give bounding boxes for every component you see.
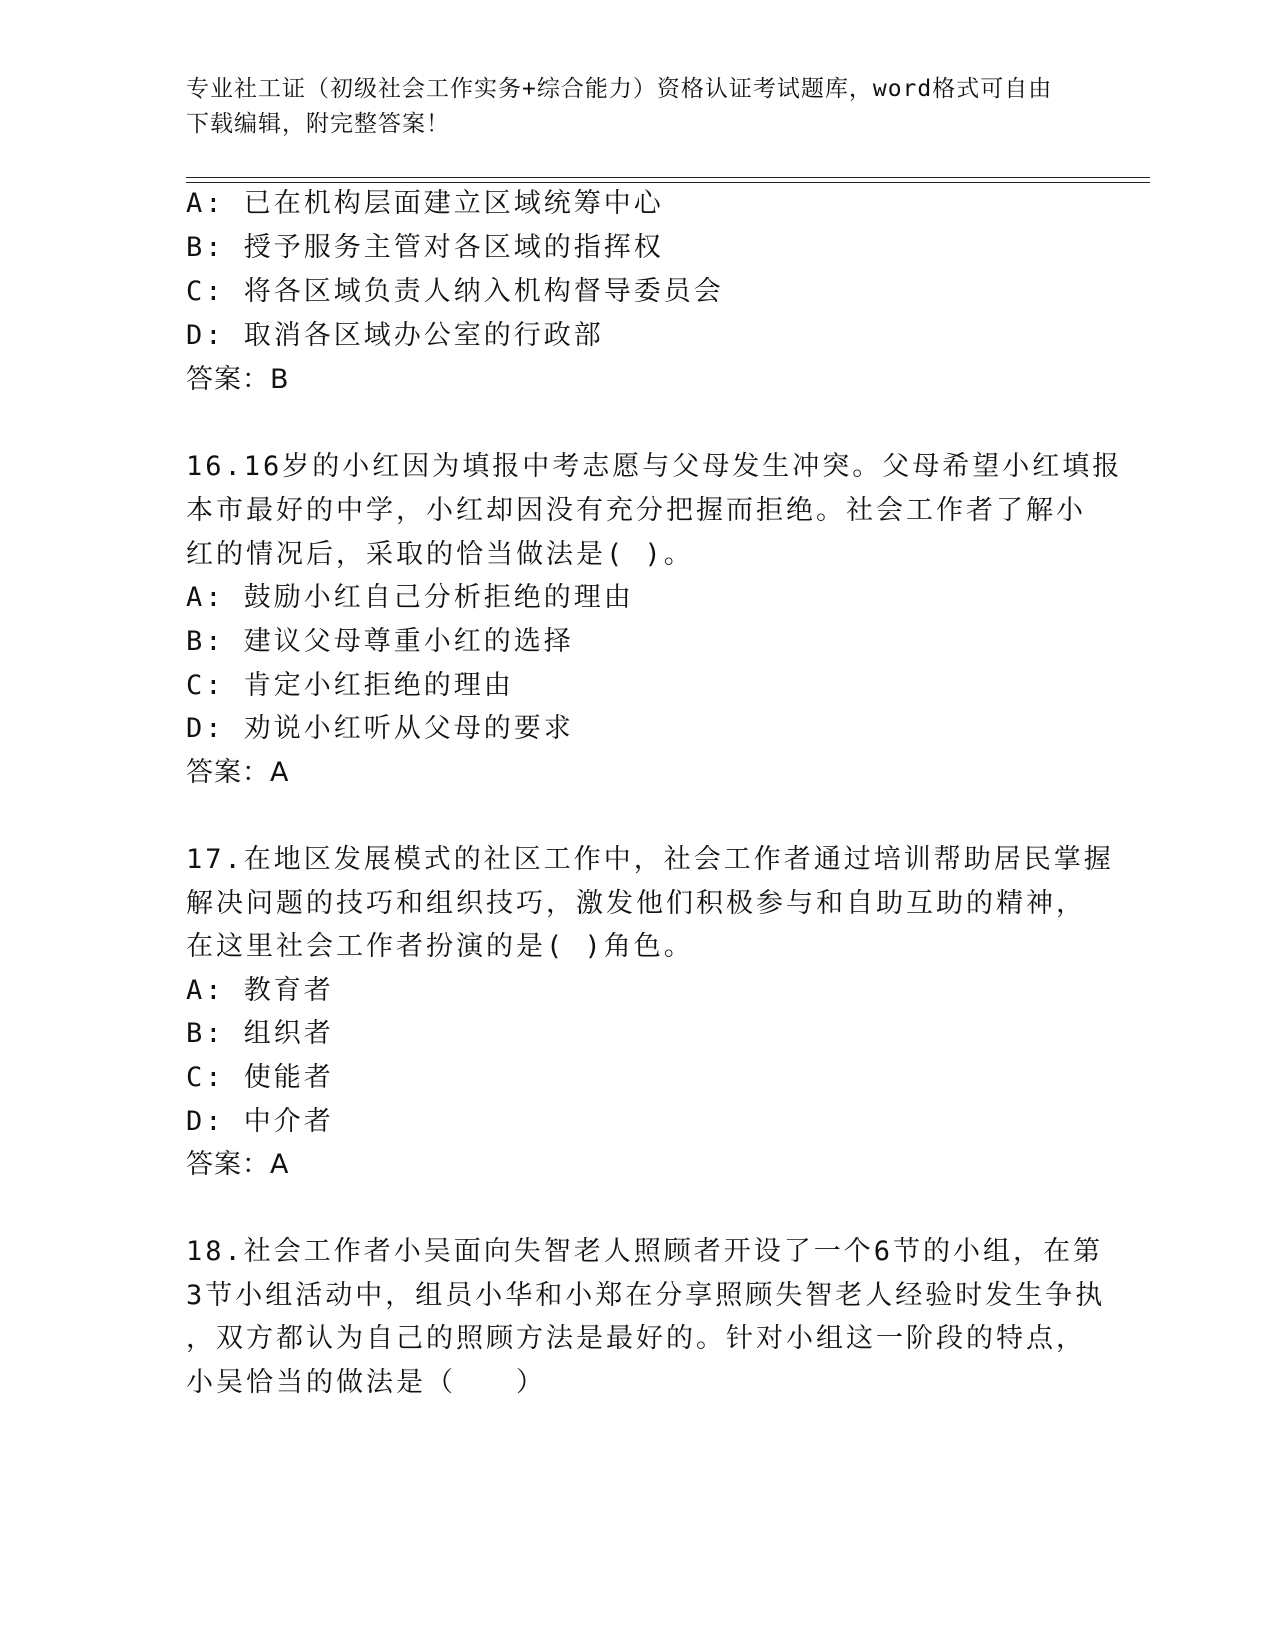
header-line-1: 专业社工证（初级社会工作实务+综合能力）资格认证考试题库，word格式可自由 [186, 76, 1053, 102]
q17-option-c: C: 使能者 [186, 1062, 334, 1093]
q18-stem-line-3: ，双方都认为自己的照顾方法是最好的。针对小组这一阶段的特点， [186, 1323, 1086, 1354]
q17-option-a: A: 教育者 [186, 975, 334, 1006]
q16-answer: 答案：A [186, 757, 290, 788]
q16-option-d: D: 劝说小红听从父母的要求 [186, 713, 574, 744]
q16-option-b: B: 建议父母尊重小红的选择 [186, 626, 574, 657]
q17-answer: 答案：A [186, 1149, 290, 1180]
q18-stem-line-1: 18.社会工作者小吴面向失智老人照顾者开设了一个6节的小组，在第 [186, 1236, 1104, 1267]
q18-stem-line-4: 小吴恰当的做法是（ ） [186, 1367, 546, 1398]
q17-option-b: B: 组织者 [186, 1018, 334, 1049]
q16-stem-line-3: 红的情况后，采取的恰当做法是( )。 [186, 539, 694, 570]
q16-option-c: C: 肯定小红拒绝的理由 [186, 670, 514, 701]
header-line-2: 下载编辑，附完整答案！ [186, 111, 450, 137]
header-rule-bottom [186, 182, 1150, 183]
q17-stem-line-3: 在这里社会工作者扮演的是( )角色。 [186, 931, 694, 962]
q15-option-d: D: 取消各区域办公室的行政部 [186, 320, 604, 351]
q17-stem-line-2: 解决问题的技巧和组织技巧，激发他们积极参与和自助互助的精神， [186, 888, 1086, 919]
document-header [186, 72, 1106, 142]
header-rule-top [186, 177, 1150, 178]
q16-stem-line-2: 本市最好的中学，小红却因没有充分把握而拒绝。社会工作者了解小 [186, 495, 1086, 526]
q17-option-d: D: 中介者 [186, 1106, 334, 1137]
q16-option-a: A: 鼓励小红自己分析拒绝的理由 [186, 582, 634, 613]
q18-stem-line-2: 3节小组活动中，组员小华和小郑在分享照顾失智老人经验时发生争执 [186, 1280, 1106, 1311]
q16-stem-line-1: 16.16岁的小红因为填报中考志愿与父母发生冲突。父母希望小红填报 [186, 451, 1123, 482]
q15-option-b: B: 授予服务主管对各区域的指挥权 [186, 232, 664, 263]
q15-answer: 答案：B [186, 364, 290, 395]
q17-stem-line-1: 17.在地区发展模式的社区工作中，社会工作者通过培训帮助居民掌握 [186, 844, 1114, 875]
q15-option-c: C: 将各区域负责人纳入机构督导委员会 [186, 276, 724, 307]
q15-option-a: A: 已在机构层面建立区域统筹中心 [186, 188, 664, 219]
